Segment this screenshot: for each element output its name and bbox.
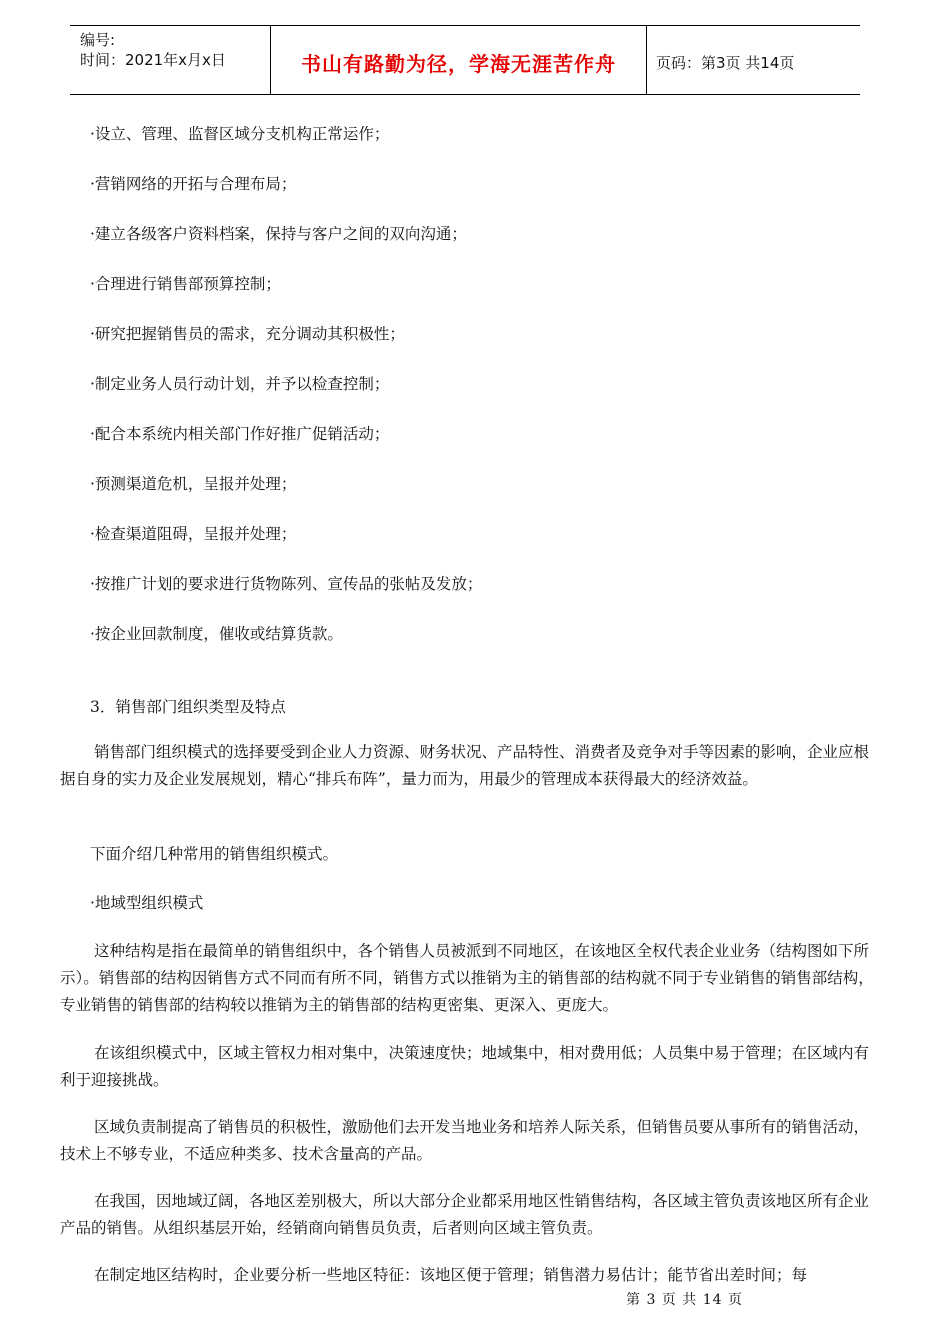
document-date-label: 时间：2021年x月x日 <box>80 51 226 69</box>
paragraph: 区域负责制提高了销售员的积极性，激励他们去开发当地业务和培养人际关系，但销售员要从事所有的销售活动，技术上不够专业，不适应种类多、技术含量高的产品。 <box>60 1118 870 1163</box>
header-meta-cell <box>70 26 270 94</box>
duty-bullet: ·合理进行销售部预算控制； <box>90 275 281 293</box>
page-footer: 第 3 页 共 14 页 <box>626 1292 743 1308</box>
duty-bullet: ·检查渠道阻碍，呈报并处理； <box>90 525 297 543</box>
duty-bullet: ·按推广计划的要求进行货物陈列、宣传品的张帖及发放； <box>90 575 483 593</box>
duty-bullet: ·研究把握销售员的需求，充分调动其积极性； <box>90 325 405 343</box>
page-header <box>70 25 860 95</box>
paragraph: 这种结构是指在最简单的销售组织中，各个销售人员被派到不同地区，在该地区全权代表企业业务（结构图如下所示）。销售部的结构因销售方式不同而有所不同，销售方式以推销为主的销售部的结构就不同于专业销售的销售部结构，专业销售的销售部的结构较以推销为主的销售部的结构更密集、更深入、更庞大。 <box>60 942 874 1014</box>
subsection-heading: ·地域型组织模式 <box>90 894 204 912</box>
paragraph: 下面介绍几种常用的销售组织模式。 <box>90 845 339 863</box>
header-motto-cell <box>270 26 647 94</box>
duty-bullet: ·制定业务人员行动计划，并予以检查控制； <box>90 375 390 393</box>
duty-bullet: ·配合本系统内相关部门作好推广促销活动； <box>90 425 390 443</box>
document-code-label: 编号: <box>80 31 116 49</box>
header-page-cell <box>646 26 860 94</box>
paragraph: 在我国，因地域辽阔，各地区差别极大，所以大部分企业都采用地区性销售结构，各区域主管负责该地区所有企业产品的销售。从组织基层开始，经销商向销售员负责，后者则向区域主管负责。 <box>60 1192 870 1237</box>
duty-bullet: ·预测渠道危机，呈报并处理； <box>90 475 297 493</box>
duty-bullet: ·按企业回款制度，催收或结算货款。 <box>90 625 343 643</box>
duty-bullet: ·设立、管理、监督区域分支机构正常运作； <box>90 125 390 143</box>
paragraph: 销售部门组织模式的选择要受到企业人力资源、财务状况、产品特性、消费者及竞争对手等因素的影响，企业应根据自身的实力及企业发展规划，精心“排兵布阵”，量力而为，用最少的管理成本获得最大的经济效益。 <box>60 743 870 788</box>
paragraph: 在制定地区结构时，企业要分析一些地区特征：该地区便于管理；销售潜力易估计；能节省出差时间；每 <box>94 1266 808 1284</box>
paragraph: 在该组织模式中，区域主管权力相对集中，决策速度快；地域集中，相对费用低；人员集中易于管理；在区域内有利于迎接挑战。 <box>60 1044 870 1089</box>
section-heading: 3．销售部门组织类型及特点 <box>90 698 286 716</box>
duty-bullet: ·建立各级客户资料档案，保持与客户之间的双向沟通； <box>90 225 467 243</box>
header-page-number: 页码：第3页 共14页 <box>656 54 795 72</box>
duty-bullet: ·营销网络的开拓与合理布局； <box>90 175 297 193</box>
header-motto: 书山有路勤为径，学海无涯苦作舟 <box>301 52 616 76</box>
